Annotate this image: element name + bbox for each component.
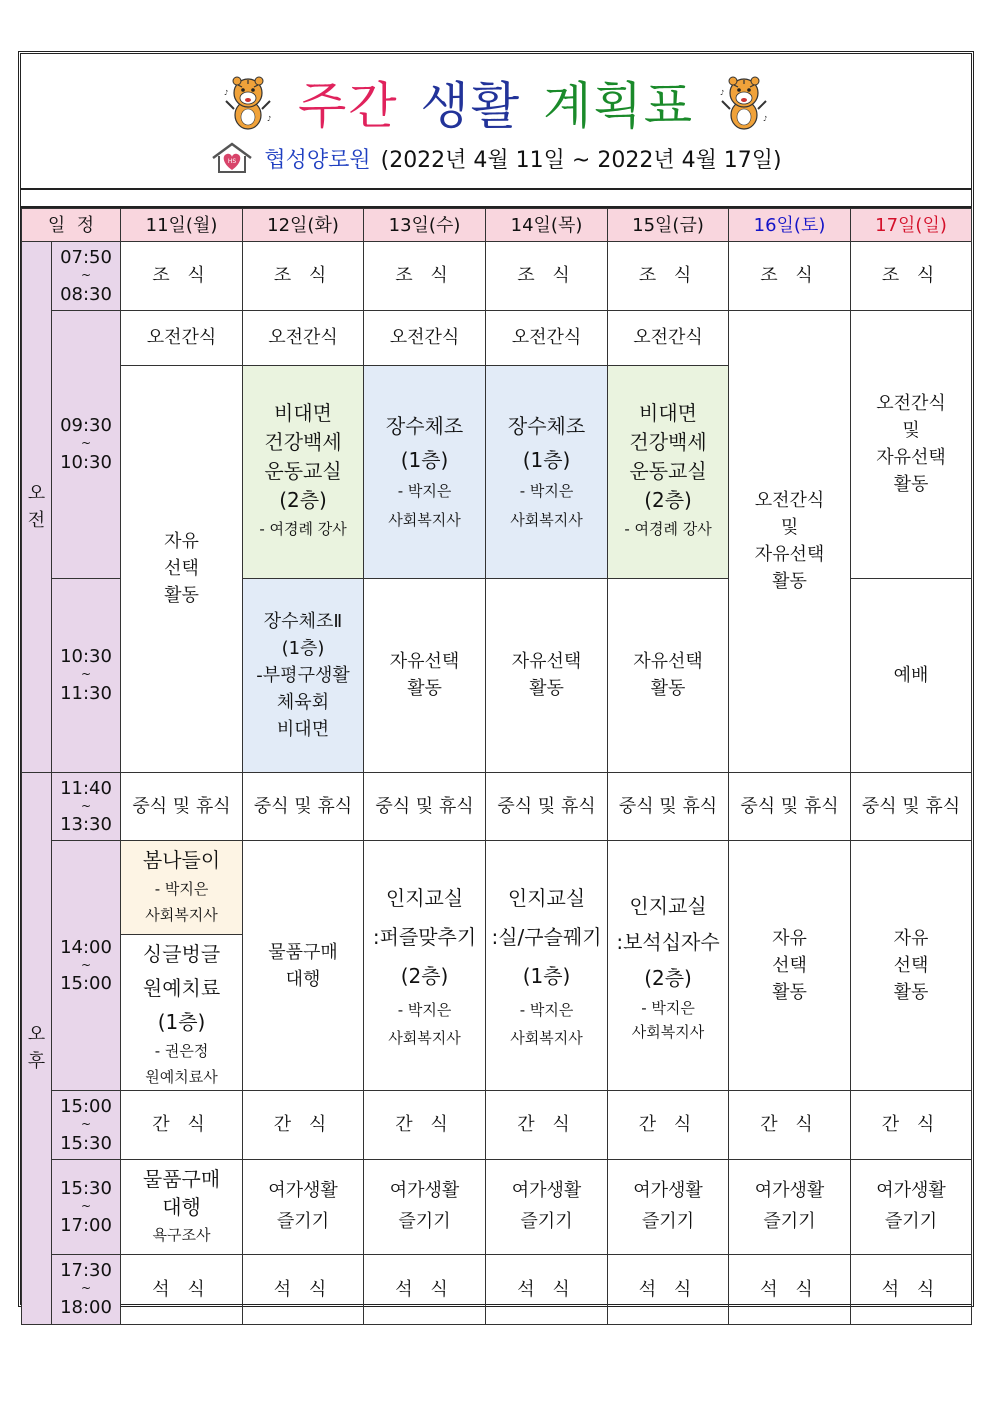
day-header-fri: 15일(금) — [608, 209, 729, 242]
cognitive-staff: - 박지은 사회복지사 — [510, 1000, 583, 1048]
breakfast-cell: 조 식 — [608, 242, 729, 311]
dinner-cell: 석 식 — [121, 1254, 243, 1324]
am-snack-cell: 오전간식 — [243, 310, 364, 365]
longevity-title: 장수체조 (1층) — [507, 414, 586, 473]
tue-longevity-exercise-2: 장수체조Ⅱ (1층) -부평구생활 체육회 비대면 — [243, 578, 364, 772]
title-word-3: 계획표 — [543, 77, 695, 135]
time-slot-2 — [52, 310, 121, 578]
health-class-title: 비대면 건강백세 운동교실 (2층) — [629, 401, 707, 513]
time-end: 08:30 — [60, 283, 112, 305]
purchase-sub: 욕구조사 — [152, 1225, 211, 1244]
breakfast-cell: 조 식 — [851, 242, 972, 311]
health-class-instructor: - 여경례 강사 — [259, 520, 347, 539]
svg-text:♪: ♪ — [266, 115, 272, 123]
longevity-staff: - 박지은 사회복지사 — [388, 482, 461, 529]
spring-outing-title: 봄나들이 — [142, 848, 221, 873]
snack-cell: 간 식 — [121, 1091, 243, 1160]
breakfast-cell: 조 식 — [364, 242, 486, 311]
schedule-row-leisure — [22, 1159, 972, 1254]
dinner-cell: 석 식 — [729, 1254, 851, 1324]
day-header-mon: 11일(월) — [121, 209, 243, 242]
time-slot-1 — [52, 242, 121, 311]
day-header-sat: 16일(토) — [729, 209, 851, 242]
leisure-cell: 여가생활 즐기기 — [486, 1159, 608, 1254]
am-snack-cell: 오전간식 — [364, 310, 486, 365]
time-end: 11:30 — [60, 682, 112, 704]
time-start: 15:30 — [60, 1177, 112, 1199]
lunch-cell: 중식 및 휴식 — [121, 772, 243, 841]
health-class-instructor: - 여경례 강사 — [624, 520, 712, 539]
time-slot-4 — [52, 772, 121, 841]
lunch-cell: 중식 및 휴식 — [608, 772, 729, 841]
sun-worship: 예배 — [851, 578, 972, 772]
time-slot-5 — [52, 841, 121, 1091]
time-tilde: ~ — [80, 1198, 92, 1213]
mon-afternoon-cell — [121, 841, 243, 1091]
lunch-cell: 중식 및 휴식 — [364, 772, 486, 841]
logo-text: HS — [228, 158, 237, 165]
leisure-cell: 여가생활 즐기기 — [851, 1159, 972, 1254]
thu-free-activity: 자유선택 활동 — [486, 578, 608, 772]
lunch-cell: 중식 및 휴식 — [243, 772, 364, 841]
snack-cell: 간 식 — [243, 1091, 364, 1160]
dinner-cell: 석 식 — [608, 1254, 729, 1324]
time-tilde: ~ — [80, 667, 92, 682]
title-word-2: 생활 — [420, 77, 522, 135]
leisure-cell: 여가생활 즐기기 — [364, 1159, 486, 1254]
header-divider — [21, 188, 971, 208]
time-tilde: ~ — [80, 436, 92, 451]
schedule-row-am-snack — [22, 310, 972, 365]
breakfast-cell: 조 식 — [486, 242, 608, 311]
period-am — [22, 242, 52, 773]
health-class-title: 비대면 건강백세 운동교실 (2층) — [264, 401, 342, 513]
breakfast-cell: 조 식 — [729, 242, 851, 311]
snack-cell: 간 식 — [486, 1091, 608, 1160]
time-start: 10:30 — [60, 646, 112, 668]
leisure-cell: 여가생활 즐기기 — [608, 1159, 729, 1254]
mon-purchase-service — [121, 1159, 243, 1254]
time-start: 09:30 — [60, 415, 112, 437]
lunch-cell: 중식 및 휴식 — [729, 772, 851, 841]
weekly-schedule-table — [21, 208, 972, 1325]
time-start: 07:50 — [60, 247, 112, 268]
time-start: 17:30 — [60, 1260, 112, 1282]
time-tilde: ~ — [80, 798, 92, 813]
dinner-cell: 석 식 — [486, 1254, 608, 1324]
spring-outing-block — [121, 841, 242, 935]
period-pm-label: 오 후 — [27, 1024, 46, 1073]
schedule-row-dinner — [22, 1254, 972, 1324]
title-word-1: 주간 — [297, 77, 399, 135]
schedule-row-afternoon-program — [22, 841, 972, 1091]
am-snack-cell: 오전간식 — [486, 310, 608, 365]
time-end: 18:00 — [60, 1297, 112, 1319]
time-end: 10:30 — [60, 451, 112, 473]
time-slot-3 — [52, 578, 121, 772]
wed-longevity-exercise — [364, 365, 486, 578]
sun-free-activity: 자유 선택 활동 — [851, 841, 972, 1091]
sat-am-activity: 오전간식 및 자유선택 활동 — [729, 310, 851, 772]
time-end: 13:30 — [60, 814, 112, 836]
day-header-sun: 17일(일) — [851, 209, 972, 242]
time-slot-7 — [52, 1159, 121, 1254]
snack-cell: 간 식 — [364, 1091, 486, 1160]
thu-cognitive-class — [486, 841, 608, 1091]
sun-am-activity: 오전간식 및 자유선택 활동 — [851, 310, 972, 578]
time-end: 15:30 — [60, 1132, 112, 1154]
dinner-cell: 석 식 — [243, 1254, 364, 1324]
time-tilde: ~ — [80, 957, 92, 972]
svg-text:♪: ♪ — [763, 115, 768, 123]
time-tilde: ~ — [80, 1281, 92, 1296]
day-header-tue: 12일(화) — [243, 209, 364, 242]
day-header-thu: 14일(목) — [486, 209, 608, 242]
svg-text:♪: ♪ — [223, 89, 229, 97]
leisure-cell: 여가생활 즐기기 — [243, 1159, 364, 1254]
time-tilde: ~ — [80, 268, 92, 282]
cognitive-title: 인지교실 :퍼즐맞추기 (2층) — [372, 885, 477, 988]
tiger-mascot-icon — [716, 71, 772, 133]
spring-outing-staff: - 박지은 사회복지사 — [145, 880, 218, 924]
wed-free-activity: 자유선택 활동 — [364, 578, 486, 772]
time-slot-6 — [52, 1091, 121, 1160]
time-slot-8 — [52, 1254, 121, 1324]
schedule-period: (2022년 4월 11일 ~ 2022년 4월 17일) — [380, 147, 782, 173]
am-snack-cell: 오전간식 — [121, 310, 243, 365]
cognitive-staff: - 박지은 사회복지사 — [631, 998, 705, 1041]
tue-purchase-service: 물품구매 대행 — [243, 841, 364, 1091]
schedule-row-breakfast — [22, 242, 972, 311]
dinner-cell: 석 식 — [364, 1254, 486, 1324]
day-header-row — [22, 209, 972, 242]
gardening-title: 싱글벙글 원예치료 (1층) — [142, 942, 221, 1035]
period-am-label: 오 전 — [27, 482, 46, 531]
am-snack-cell: 오전간식 — [608, 310, 729, 365]
lunch-cell: 중식 및 휴식 — [486, 772, 608, 841]
time-start: 14:00 — [60, 936, 112, 958]
lunch-cell: 중식 및 휴식 — [851, 772, 972, 841]
breakfast-cell: 조 식 — [243, 242, 364, 311]
fri-cognitive-class — [608, 841, 729, 1091]
time-start: 11:40 — [60, 777, 112, 799]
header — [21, 54, 971, 188]
time-start: 15:00 — [60, 1096, 112, 1118]
schedule-row-lunch — [22, 772, 972, 841]
corner-label: 일 정 — [22, 209, 121, 242]
snack-cell: 간 식 — [608, 1091, 729, 1160]
time-end: 17:00 — [60, 1214, 112, 1236]
schedule-row-pm-snack — [22, 1091, 972, 1160]
thu-longevity-exercise — [486, 365, 608, 578]
fri-free-activity: 자유선택 활동 — [608, 578, 729, 772]
gardening-block — [121, 935, 242, 1090]
cognitive-title: 인지교실 :실/구슬꿰기 (1층) — [491, 885, 602, 988]
fri-health-class — [608, 365, 729, 578]
breakfast-cell: 조 식 — [121, 242, 243, 311]
tiger-mascot-icon — [220, 71, 276, 133]
mon-free-activity: 자유 선택 활동 — [121, 365, 243, 772]
period-pm — [22, 772, 52, 1324]
house-logo-icon — [210, 141, 254, 175]
wed-cognitive-class — [364, 841, 486, 1091]
cognitive-staff: - 박지은 사회복지사 — [388, 1000, 461, 1048]
title-row — [21, 64, 971, 140]
day-header-wed: 13일(수) — [364, 209, 486, 242]
longevity-title: 장수체조 (1층) — [385, 414, 464, 473]
snack-cell: 간 식 — [729, 1091, 851, 1160]
tue-health-class — [243, 365, 364, 578]
longevity-staff: - 박지은 사회복지사 — [510, 482, 583, 529]
subtitle-row — [21, 138, 971, 178]
time-end: 15:00 — [60, 973, 112, 995]
time-tilde: ~ — [80, 1117, 92, 1132]
dinner-cell: 석 식 — [851, 1254, 972, 1324]
snack-cell: 간 식 — [851, 1091, 972, 1160]
sat-free-activity: 자유 선택 활동 — [729, 841, 851, 1091]
gardening-staff: - 권은정 원예치료사 — [145, 1042, 218, 1086]
organization-name: 협성양로원 — [264, 147, 371, 173]
purchase-title: 물품구매 대행 — [142, 1166, 221, 1219]
leisure-cell: 여가생활 즐기기 — [729, 1159, 851, 1254]
svg-text:♪: ♪ — [720, 89, 725, 97]
cognitive-title: 인지교실 :보석십자수 (2층) — [616, 893, 720, 990]
